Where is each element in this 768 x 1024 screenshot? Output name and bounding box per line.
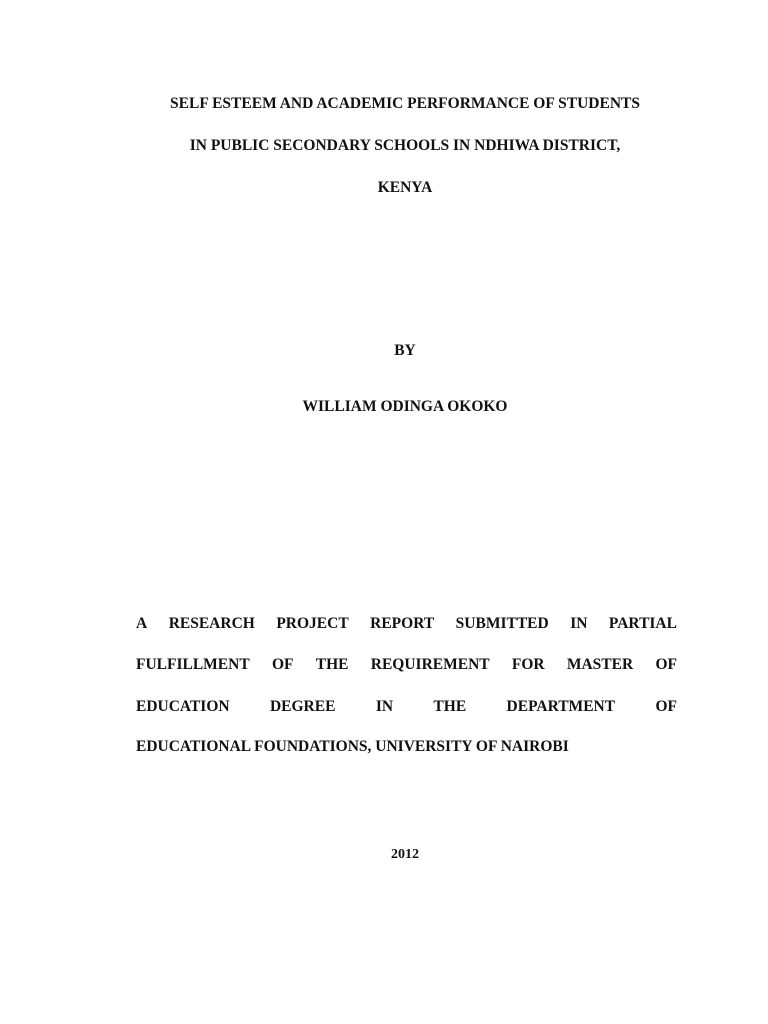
statement-word: PROJECT (276, 615, 349, 632)
title-line-1: SELF ESTEEM AND ACADEMIC PERFORMANCE OF STUDENTS (170, 95, 640, 112)
statement-word: EDUCATION (136, 698, 230, 715)
statement-word: OF (271, 656, 294, 673)
statement-word: THE (315, 656, 349, 673)
statement-word: REQUIREMENT (370, 656, 490, 673)
statement-word: DEPARTMENT (506, 698, 616, 715)
statement-word: MASTER (566, 656, 634, 673)
statement-word: THE (433, 698, 467, 715)
statement-word: IN (570, 615, 588, 632)
statement-word: FOR (511, 656, 545, 673)
statement-line-3 (136, 698, 677, 716)
statement-word: IN (375, 698, 394, 715)
statement-word: A (136, 615, 148, 632)
statement-word: REPORT (370, 615, 435, 632)
by-label: BY (394, 342, 416, 359)
statement-line-2 (136, 656, 677, 674)
title-line-3: KENYA (377, 179, 433, 196)
title-line-2: IN PUBLIC SECONDARY SCHOOLS IN NDHIWA DISTRICT, (189, 137, 621, 154)
statement-word: OF (655, 656, 677, 673)
author-name: WILLIAM ODINGA OKOKO (302, 398, 508, 415)
statement-line-1 (136, 615, 677, 633)
statement-word: SUBMITTED (455, 615, 549, 632)
statement-word: OF (655, 698, 677, 715)
statement-word: RESEARCH (168, 615, 255, 632)
statement-word: FULFILLMENT (136, 656, 250, 673)
year: 2012 (391, 847, 419, 862)
statement-word: DEGREE (269, 698, 336, 715)
statement-word: PARTIAL (608, 615, 677, 632)
statement-line-4: EDUCATIONAL FOUNDATIONS, UNIVERSITY OF NAIROBI (136, 738, 569, 755)
